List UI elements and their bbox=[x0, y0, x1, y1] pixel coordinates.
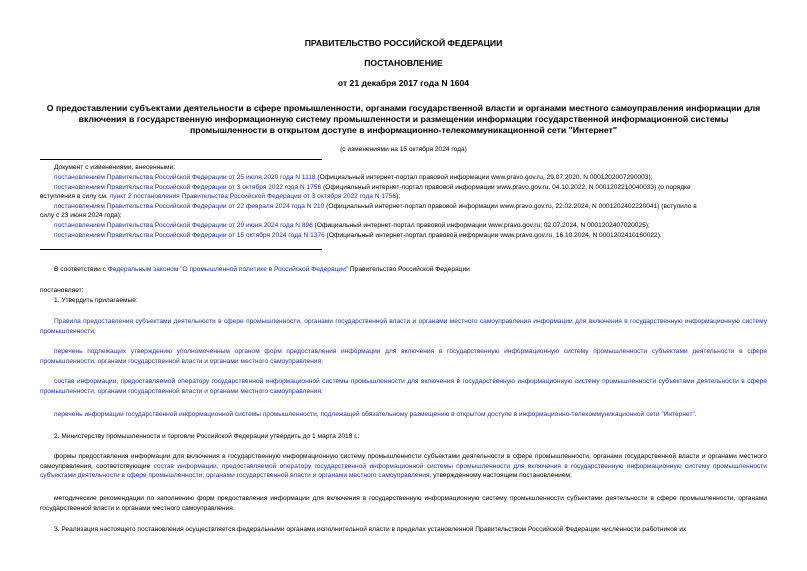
approved-document-link[interactable]: состав информации, предоставляемой оператору государственной информационной системы промышленности для включения в государственную информационную систему промышленности субъектами деятельности в сфере промышленности, органами государственной власти и органами местного самоуправления; bbox=[40, 378, 767, 395]
change-link[interactable]: постановлением Правительства Российской Федерации от 29 июня 2024 года N 896 bbox=[54, 222, 313, 229]
change-link[interactable]: пункт 2 постановления Правительства Российской Федерации от 3 октября 2022 года N 1756 bbox=[109, 193, 397, 200]
document-title: О предоставлении субъектами деятельности в сфере промышленности, органами государственной власти и органами местного самоуправления информации для включения в государственную информационную систему промышленности и размещении информации государственной информационной системы промышленности в открытом доступе в информационно-телекоммуникационной сети "Интернет" bbox=[46, 103, 761, 135]
composition-link[interactable]: состав информации, предоставляемой оператору государственной информационной системы промышленности для включения в государственную информационную систему промышленности субъектами деятельности в сфере промышленности, органами государственной власти и органами местного самоуправления bbox=[40, 462, 767, 479]
preamble: В соответствии с Федеральным законом "О промышленной политике в Российской Федерации" Правительство Российской Федерации bbox=[54, 266, 470, 273]
change-item-continuation: вступления в силу см. пункт 2 постановления Правительства Российской Федерации от 3 октября 2022 года N 1756); bbox=[40, 193, 401, 200]
change-item: постановлением Правительства Российской Федерации от 29 июня 2024 года N 896 (Официальный интернет-портал правовой информации www.pravo.gov.ru, 02.07.2024, N 0001202407020025); bbox=[54, 222, 650, 229]
doc-type-heading: ПОСТАНОВЛЕНИЕ bbox=[364, 58, 443, 68]
revision-note: (с изменениями на 15 октября 2024 года) bbox=[340, 146, 467, 153]
paragraph-2-item: формы предоставления информации для включения в государственную информационную систему промышленности субъектами деятельности в сфере промышленности, органами государственной власти и органами местного самоуправления, соответствующие состав информации, предоставляемой оператору государственной информационной системы промышленности для включения в государственную информационную систему промышленности субъектами деятельности в сфере промышленности, органами государственной власти и органами местного самоуправления, утвержденному настоящим постановлением; bbox=[40, 453, 767, 479]
change-item-continuation: силу с 23 июня 2024 года); bbox=[40, 212, 122, 219]
org-heading: ПРАВИТЕЛЬСТВО РОССИЙСКОЙ ФЕДЕРАЦИИ bbox=[304, 38, 503, 48]
change-item: постановлением Правительства Российской Федерации от 25 июля 2020 года N 1118 (Официальный интернет-портал правовой информации www.pravo.gov.ru, 29.07.2020, N 0001202007290003); bbox=[54, 174, 653, 181]
paragraph-3: 3. Реализация настоящего постановления осуществляется федеральными органами исполнительной власти в пределах установленной Правительством Российской Федерации численности работников их bbox=[54, 526, 687, 533]
paragraph-2: 2. Министерству промышленности и торговли Российской Федерации утвердить до 1 марта 2018 г.: bbox=[54, 433, 360, 440]
change-link[interactable]: постановлением Правительства Российской Федерации от 25 июля 2020 года N 1118 bbox=[54, 174, 316, 181]
change-item: постановлением Правительства Российской Федерации от 15 октября 2024 года N 1376 (Официальный интернет-портал правовой информации www.pravo.gov.ru, 16.10.2024, N 0001202410160022). bbox=[54, 232, 662, 239]
paragraph-2-item: методические рекомендации по заполнению форм предоставления информации для включения в государственную информационную систему промышленности субъектами деятельности в сфере промышленности, органами государственной власти и органами местного самоуправления. bbox=[40, 495, 767, 512]
change-link[interactable]: постановлением Правительства Российской Федерации от 15 октября 2024 года N 1376 bbox=[54, 232, 325, 239]
federal-law-link[interactable]: Федеральным законом "О промышленной политике в Российской Федерации" bbox=[107, 266, 349, 273]
change-item: постановлением Правительства Российской Федерации от 22 февраля 2024 года N 210 (Официальный интернет-портал правовой информации www.pravo.gov.ru, 22.02.2024, N 0001202402220041) (вступило в bbox=[54, 203, 697, 210]
paragraph-1: 1. Утвердить прилагаемые: bbox=[54, 297, 138, 304]
approved-document-link[interactable]: перечень подлежащих утверждению уполномоченным органом форм предоставления информации для включения в государственную информационную систему промышленности субъектами деятельности в сфере промышленности, органами государственной власти и органами местного самоуправления; bbox=[40, 348, 767, 365]
changes-top-divider bbox=[40, 159, 322, 160]
resolves-text: постановляет: bbox=[40, 287, 84, 294]
changes-bottom-divider bbox=[40, 249, 322, 250]
changes-intro: Документ с изменениями, внесенными: bbox=[54, 164, 176, 171]
date-number-heading: от 21 декабря 2017 года N 1604 bbox=[337, 78, 470, 88]
change-item: постановлением Правительства Российской Федерации от 3 октября 2022 года N 1756 (Официальный интернет-портал правовой информации www.pravo.gov.ru, 04.10.2022, N 0001202210040033) (о порядке bbox=[54, 184, 691, 191]
change-link[interactable]: постановлением Правительства Российской Федерации от 22 февраля 2024 года N 210 bbox=[54, 203, 325, 210]
approved-document-link[interactable]: Правила предоставления субъектами деятельности в сфере промышленности, органами государственной власти и органами местного самоуправления информации для включения в государственную информационную систему промышленности; bbox=[40, 318, 767, 335]
approved-document-link[interactable]: перечень информации государственной информационной системы промышленности, подлежащей обязательному размещению в открытом доступе в информационно-телекоммуникационной сети "Интернет". bbox=[54, 411, 697, 418]
change-link[interactable]: постановлением Правительства Российской Федерации от 3 октября 2022 года N 1756 bbox=[54, 184, 322, 191]
